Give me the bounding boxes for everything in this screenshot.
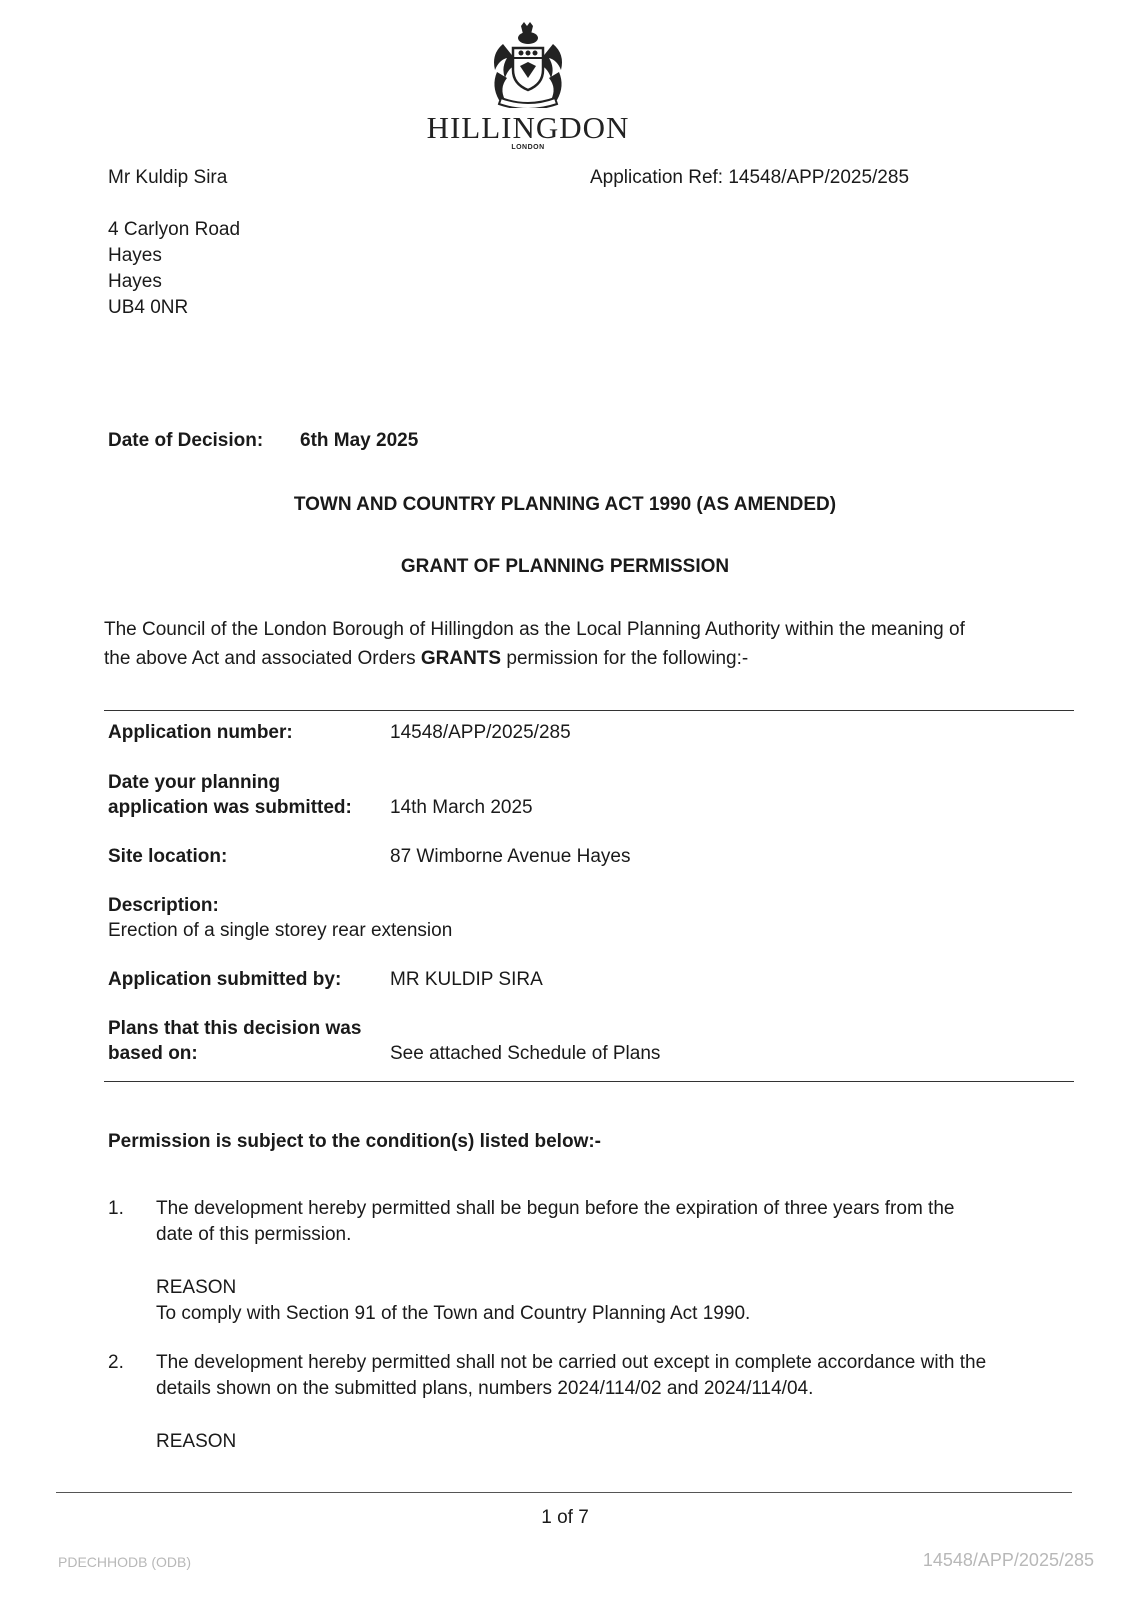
- description-label: Description:: [108, 895, 219, 916]
- site-location-label: Site location:: [108, 846, 228, 867]
- logo-name: HILLINGDON: [426, 110, 630, 145]
- page-number: 1 of 7: [541, 1507, 589, 1528]
- condition-line: The development hereby permitted shall be begun before the expiration of three years from the: [156, 1198, 955, 1219]
- site-location: 87 Wimborne Avenue Hayes: [390, 846, 631, 867]
- table-top-rule: [104, 710, 1074, 711]
- recipient-address: [108, 217, 240, 321]
- label-line: Plans that this decision was: [108, 1018, 362, 1039]
- council-logo: [418, 22, 638, 156]
- grants-keyword: GRANTS: [420, 648, 502, 669]
- decision-date-label: Date of Decision:: [108, 430, 264, 451]
- intro-paragraph: [104, 615, 965, 673]
- condition-line: The development hereby permitted shall not be carried out except in complete accordance with the: [156, 1352, 987, 1373]
- recipient-name: Mr Kuldip Sira: [108, 167, 228, 188]
- plans: See attached Schedule of Plans: [390, 1043, 661, 1064]
- grant-title: GRANT OF PLANNING PERMISSION: [400, 556, 730, 577]
- address-line: Hayes: [108, 245, 162, 266]
- decision-date: 6th May 2025: [300, 430, 419, 451]
- address-line: UB4 0NR: [108, 297, 189, 318]
- application-number: 14548/APP/2025/285: [390, 722, 571, 743]
- logo-subtitle: LONDON: [511, 144, 545, 151]
- intro-text: permission for the following:-: [501, 648, 749, 669]
- condition-number: 2.: [108, 1352, 124, 1373]
- plans-label: [108, 1016, 361, 1066]
- reason-label: REASON: [156, 1277, 237, 1298]
- reason-text: To comply with Section 91 of the Town and Country Planning Act 1990.: [156, 1303, 751, 1324]
- intro-line-2: [104, 644, 965, 673]
- address-line: Hayes: [108, 271, 162, 292]
- footer-reference: 14548/APP/2025/285: [922, 1550, 1094, 1570]
- coat-of-arms-icon: [483, 22, 573, 108]
- label-line: based on:: [108, 1043, 198, 1064]
- date-submitted-label: [108, 770, 352, 820]
- date-submitted: 14th March 2025: [390, 797, 533, 818]
- document-code: PDECHHODB (ODB): [58, 1554, 192, 1570]
- label-line: application was submitted:: [108, 797, 352, 818]
- footer-rule: [56, 1492, 1072, 1493]
- address-line: 4 Carlyon Road: [108, 219, 241, 240]
- act-title: TOWN AND COUNTRY PLANNING ACT 1990 (AS AMENDED): [293, 494, 837, 515]
- condition-line: details shown on the submitted plans, numbers 2024/114/02 and 2024/114/04.: [156, 1378, 814, 1399]
- description: Erection of a single storey rear extension: [108, 920, 453, 941]
- condition-text: [156, 1196, 1076, 1248]
- table-bottom-rule: [104, 1081, 1074, 1082]
- conditions-heading: Permission is subject to the condition(s) listed below:-: [108, 1131, 601, 1152]
- condition-reason: [156, 1429, 1076, 1455]
- application-ref: Application Ref: 14548/APP/2025/285: [590, 167, 910, 188]
- condition-line: date of this permission.: [156, 1224, 352, 1245]
- submitted-by: MR KULDIP SIRA: [390, 969, 543, 990]
- application-number-label: Application number:: [108, 722, 293, 743]
- label-line: Date your planning: [108, 772, 281, 793]
- reason-label: REASON: [156, 1431, 237, 1452]
- condition-reason: [156, 1275, 1076, 1327]
- condition-number: 1.: [108, 1198, 124, 1219]
- condition-text: [156, 1350, 1076, 1402]
- intro-text: the above Act and associated Orders: [104, 648, 421, 669]
- intro-line-1: The Council of the London Borough of Hillingdon as the Local Planning Authority within the meaning of: [104, 619, 965, 640]
- submitted-by-label: Application submitted by:: [108, 969, 342, 990]
